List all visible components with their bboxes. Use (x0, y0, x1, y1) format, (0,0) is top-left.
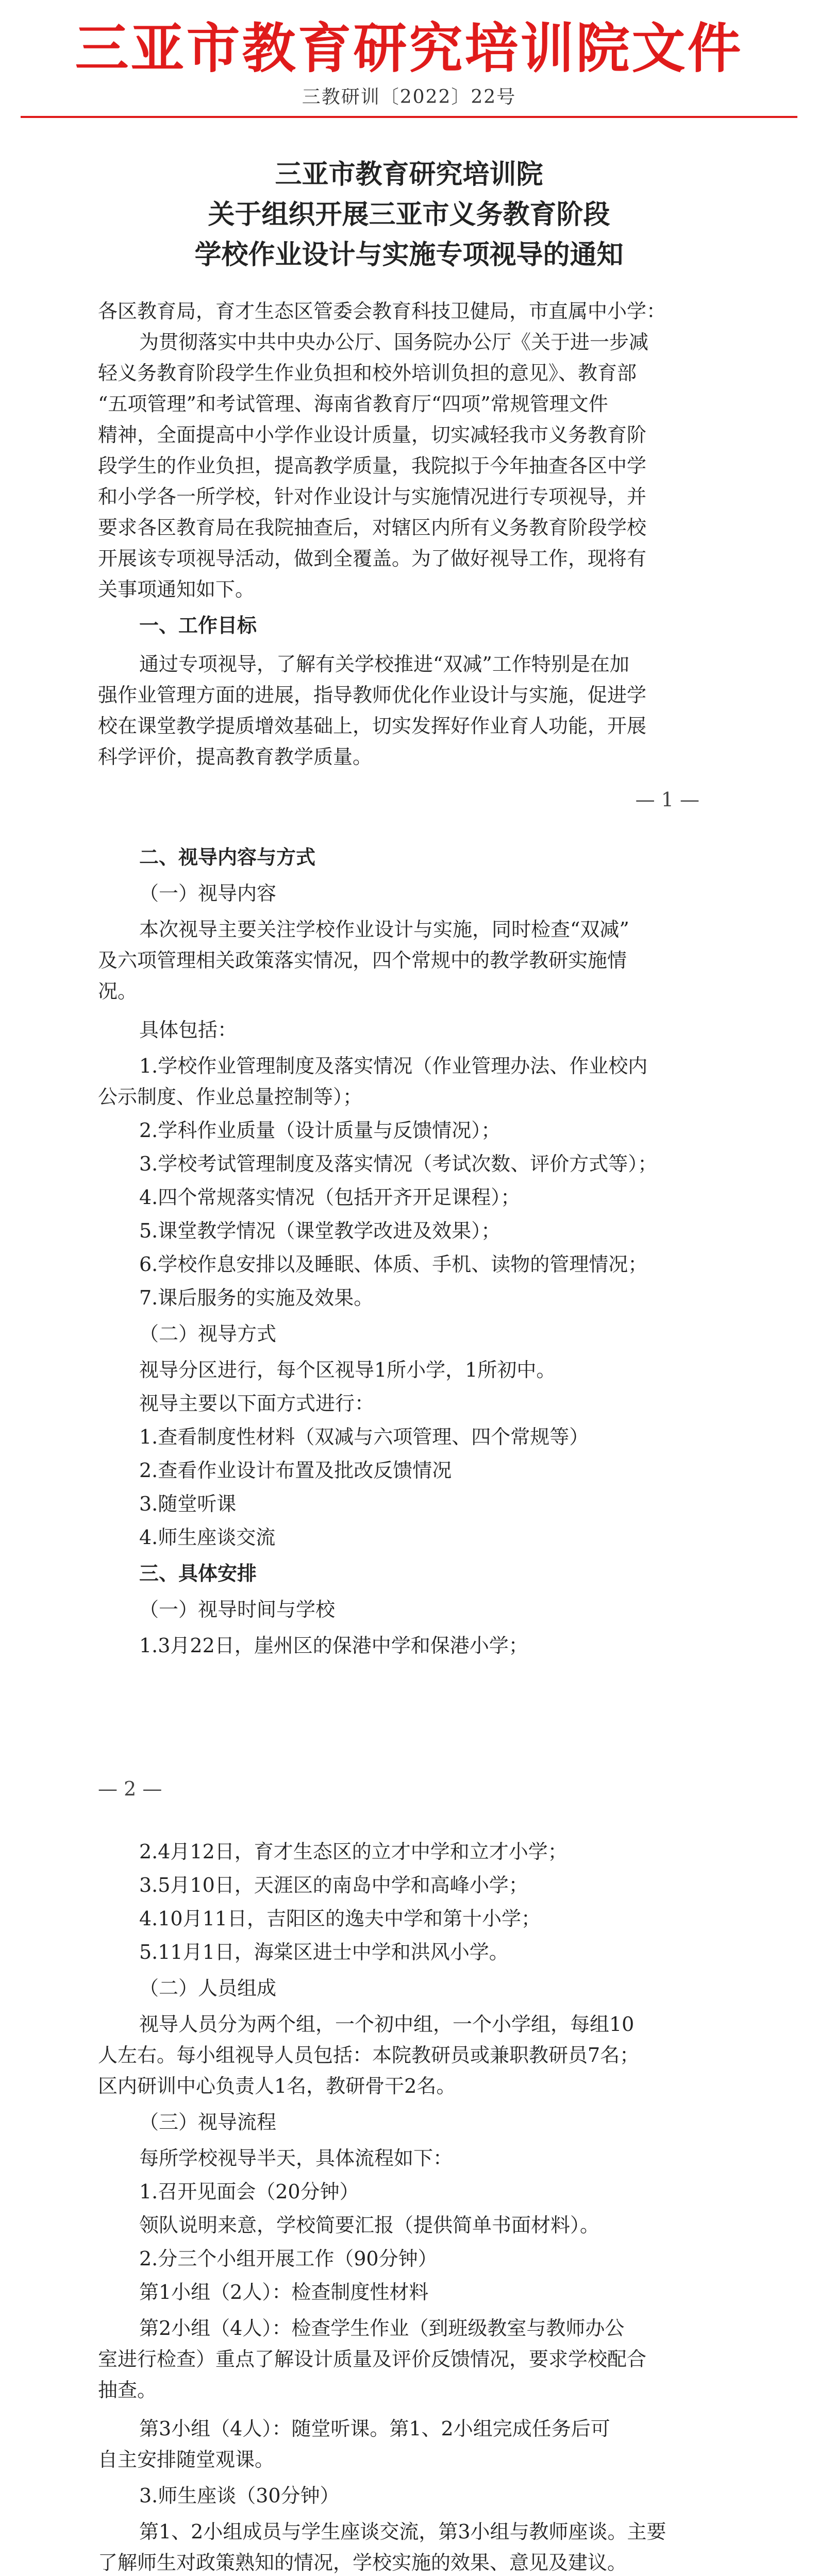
list-item: 1.学校作业管理制度及落实情况（作业管理办法、作业校内 (139, 1055, 648, 1077)
list-item: 3.学校考试管理制度及落实情况（考试次数、评价方式等）； (139, 1153, 658, 1175)
schedule-item: 1.3月22日，崖州区的保港中学和保港小学； (139, 1634, 528, 1657)
list-item: 4.四个常规落实情况（包括开齐开足课程）； (139, 1186, 521, 1209)
salutation: 各区教育局，育才生态区管委会教育科技卫健局，市直属中小学： (98, 300, 666, 323)
s1-line: 强作业管理方面的进展，指导教师优化作业设计与实施，促进学 (98, 684, 647, 706)
s3-line: 视导人员分为两个组，一个初中组，一个小学组，每组10 (139, 2013, 635, 2036)
s1-line: 科学评价，提高教育教学质量。 (98, 745, 373, 768)
flow-line: 领队说明来意，学校简要汇报（提供简单书面材料）。 (139, 2214, 600, 2236)
red-divider (21, 116, 797, 118)
intro-line: “五项管理”和考试管理、海南省教育厅“四项”常规管理文件 (98, 393, 608, 415)
flow-line: 第1、2小组成员与学生座谈交流，第3小组与教师座谈。主要 (139, 2520, 666, 2543)
letterhead-title: 三亚市教育研究培训院文件 (75, 17, 743, 80)
flow-line: 第2小组（4人）：检查学生作业（到班级教室与教师办公 (139, 2317, 625, 2340)
list-item: 7.课后服务的实施及效果。 (139, 1286, 374, 1309)
flow-line: 抽查。 (98, 2379, 157, 2401)
flow-line: 第1小组（2人）：检查制度性材料 (139, 2281, 429, 2303)
flow-line: 3.师生座谈（30分钟） (139, 2484, 340, 2507)
doc-title-line-2: 关于组织开展三亚市义务教育阶段 (208, 199, 610, 230)
intro-line: 和小学各一所学校，针对作业设计与实施情况进行专项视导，并 (98, 485, 647, 508)
intro-line: 段学生的作业负担，提高教学质量，我院拟于今年抽查各区中学 (98, 454, 647, 477)
list-item: 2.学科作业质量（设计质量与反馈情况）； (139, 1119, 501, 1142)
s1-line: 校在课堂教学提质增效基础上，切实发挥好作业育人功能，开展 (98, 715, 647, 737)
intro-line: 开展该专项视导活动，做到全覆盖。为了做好视导工作，现将有 (98, 547, 647, 570)
section-heading: 三、具体安排 (139, 1562, 257, 1585)
doc-title-line-1: 三亚市教育研究培训院 (275, 159, 543, 190)
flow-line: 室进行检查）重点了解设计质量及评价反馈情况，要求学校配合 (98, 2348, 647, 2370)
s1-line: 通过专项视导，了解有关学校推进“双减”工作特别是在加 (139, 653, 629, 675)
section-heading: 二、视导内容与方式 (139, 846, 316, 869)
subheading: （三）视导流程 (139, 2111, 277, 2133)
s2-line: 具体包括： (139, 1019, 238, 1041)
schedule-item: 4.10月11日，吉阳区的逸夫中学和第十小学； (139, 1907, 541, 1930)
list-item: 公示制度、作业总量控制等）； (98, 1086, 363, 1108)
s2-line: 及六项管理相关政策落实情况，四个常规中的教学教研实施情 (98, 949, 627, 972)
intro-line: 关事项通知如下。 (98, 578, 255, 601)
section-heading: 一、工作目标 (139, 614, 257, 637)
s2-line: 况。 (98, 980, 138, 1003)
s3-line: 区内研训中心负责人1名，教研骨干2名。 (98, 2075, 456, 2097)
subheading: （二）视导方式 (139, 1323, 277, 1345)
list-item: 6.学校作息安排以及睡眠、体质、手机、读物的管理情况； (139, 1253, 648, 1276)
document-number: 三教研训〔2022〕22号 (302, 87, 516, 108)
intro-line: 精神，全面提高中小学作业设计质量，切实减轻我市义务教育阶 (98, 423, 647, 446)
flow-line: 了解师生对政策熟知的情况，学校实施的效果、意见及建议。 (98, 2551, 627, 2574)
list-item: 5.课堂教学情况（课堂教学改进及效果）； (139, 1219, 501, 1242)
s2-line: 视导分区进行，每个区视导1所小学，1所初中。 (139, 1359, 556, 1381)
flow-line: 1.召开见面会（20分钟） (139, 2180, 359, 2203)
page-number: — 2 — (98, 1777, 162, 1800)
intro-line: 轻义务教育阶段学生作业负担和校外培训负担的意见》、教育部 (98, 362, 637, 384)
flow-line: 每所学校视导半天，具体流程如下： (139, 2147, 453, 2170)
subheading: （二）人员组成 (139, 1977, 277, 1999)
doc-title-line-3: 学校作业设计与实施专项视导的通知 (194, 240, 624, 270)
list-item: 2.查看作业设计布置及批改反馈情况 (139, 1459, 452, 1482)
s3-line: 人左右。每小组视导人员包括：本院教研员或兼职教研员7名； (98, 2044, 640, 2066)
list-item: 1.查看制度性材料（双减与六项管理、四个常规等） (139, 1426, 589, 1448)
page-number: — 1 — (635, 788, 699, 811)
flow-line: 2.分三个小组开展工作（90分钟） (139, 2247, 438, 2270)
list-item: 3.随堂听课 (139, 1493, 237, 1515)
s2-line: 视导主要以下面方式进行： (139, 1392, 375, 1415)
flow-line: 自主安排随堂观课。 (98, 2448, 275, 2471)
list-item: 4.师生座谈交流 (139, 1526, 276, 1549)
schedule-item: 3.5月10日，天涯区的南岛中学和高峰小学； (139, 1874, 528, 1896)
subheading: （一）视导时间与学校 (139, 1598, 336, 1621)
intro-line: 为贯彻落实中共中央办公厅、国务院办公厅《关于进一步减 (139, 331, 649, 353)
schedule-item: 2.4月12日，育才生态区的立才中学和立才小学； (139, 1840, 567, 1863)
subheading: （一）视导内容 (139, 882, 277, 905)
s2-line: 本次视导主要关注学校作业设计与实施，同时检查“双减” (139, 918, 629, 941)
flow-line: 第3小组（4人）：随堂听课。第1、2小组完成任务后可 (139, 2417, 610, 2440)
schedule-item: 5.11月1日，海棠区进士中学和洪风小学。 (139, 1941, 509, 1963)
intro-line: 要求各区教育局在我院抽查后，对辖区内所有义务教育阶段学校 (98, 516, 647, 539)
